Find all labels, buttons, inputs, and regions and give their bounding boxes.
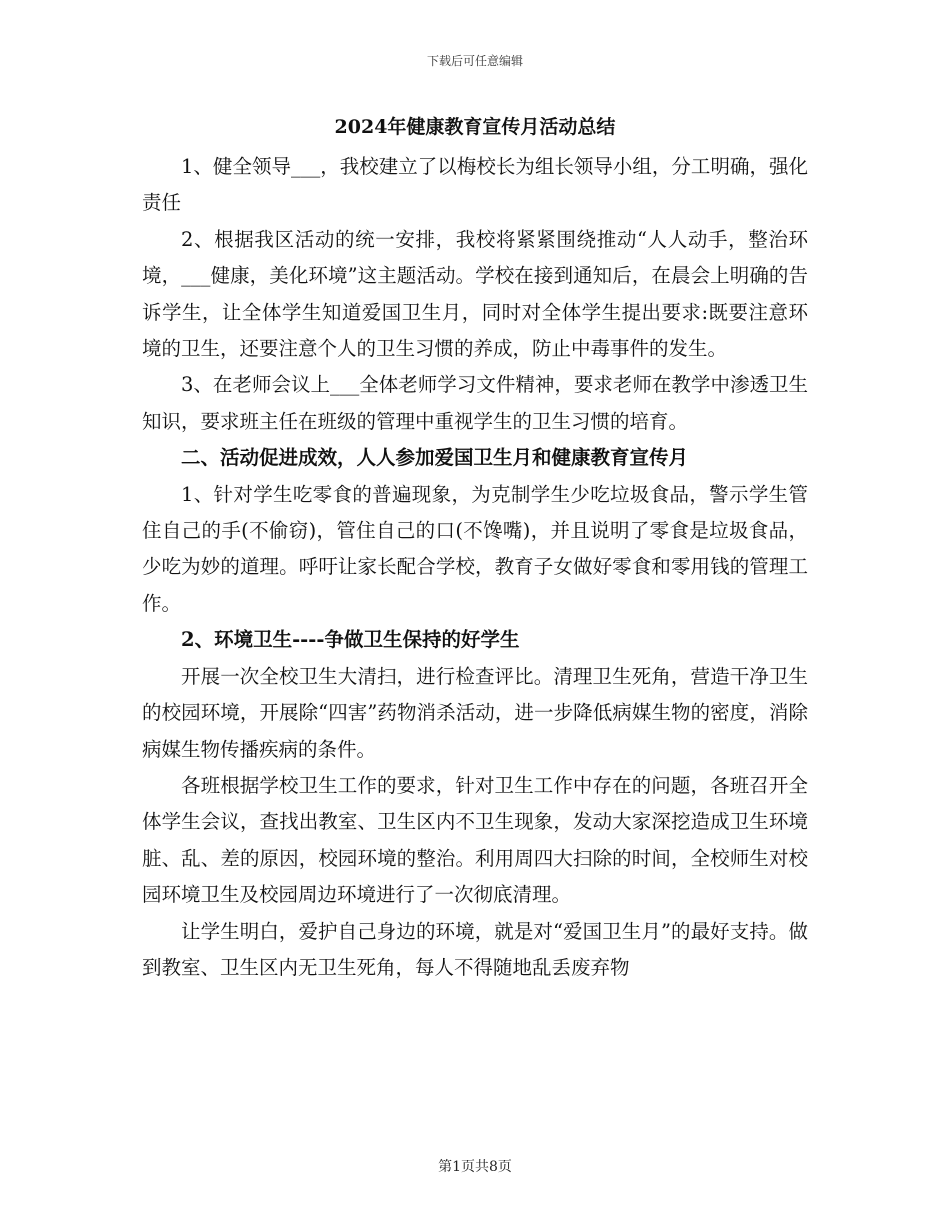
subheading-environment: 2、环境卫生----争做卫生保持的好学生 xyxy=(181,628,520,652)
paragraph-snacks: 1、针对学生吃零食的普遍现象，为克制学生少吃垃圾食品，警示学生管住自己的手(不偷窃)，管住自己的口(不馋嘴)，并且说明了零食是垃圾食品，少吃为妙的道理。呼吁让家长配合学校，教育子女做好零食和零用钱的管理工作。 xyxy=(142,482,808,615)
paragraph-support: 让学生明白，爱护自己身边的环境，就是对“爱国卫生月”的最好支持。做到教室、卫生区内无卫生死角，每人不得随地乱丢废弃物 xyxy=(142,919,808,979)
section-heading-activities: 二、活动促进成效，人人参加爱国卫生月和健康教育宣传月 xyxy=(181,446,689,470)
paragraph-arrangement: 2、根据我区活动的统一安排，我校将紧紧围绕推动“人人动手，整治环境，___健康，美化环境”这主题活动。学校在接到通知后，在晨会上明确的告诉学生，让全体学生知道爱国卫生月，同时对全体学生提出要求:既要注意环境的卫生，还要注意个人的卫生习惯的养成，防止中毒事件的发生。 xyxy=(142,227,808,361)
header-note: 下载后可任意编辑 xyxy=(426,54,523,68)
paragraph-class-meetings: 各班根据学校卫生工作的要求，针对卫生工作中存在的问题，各班召开全体学生会议，查找出教室、卫生区内不卫生现象，发动大家深挖造成卫生环境脏、乱、差的原因，校园环境的整治。利用周四大扫除的时间，全校师生对校园环境卫生及校园周边环境进行了一次彻底清理。 xyxy=(142,773,808,907)
document-body xyxy=(142,112,808,986)
document-title: 2024年健康教育宣传月活动总结 xyxy=(334,116,616,138)
paragraph-leadership: 1、健全领导___，我校建立了以梅校长为组长领导小组，分工明确，强化责任 xyxy=(142,155,808,215)
paragraph-teacher-meeting: 3、在老师会议上___全体老师学习文件精神，要求老师在教学中渗透卫生知识，要求班主任在班级的管理中重视学生的卫生习惯的培育。 xyxy=(142,373,808,433)
paragraph-cleanup: 开展一次全校卫生大清扫，进行检查评比。清理卫生死角，营造干净卫生的校园环境，开展除“四害”药物消杀活动，进一步降低病媒生物的密度，消除病媒生物传播疾病的条件。 xyxy=(142,664,808,761)
page-footer: 第1页共8页 xyxy=(438,1159,512,1175)
